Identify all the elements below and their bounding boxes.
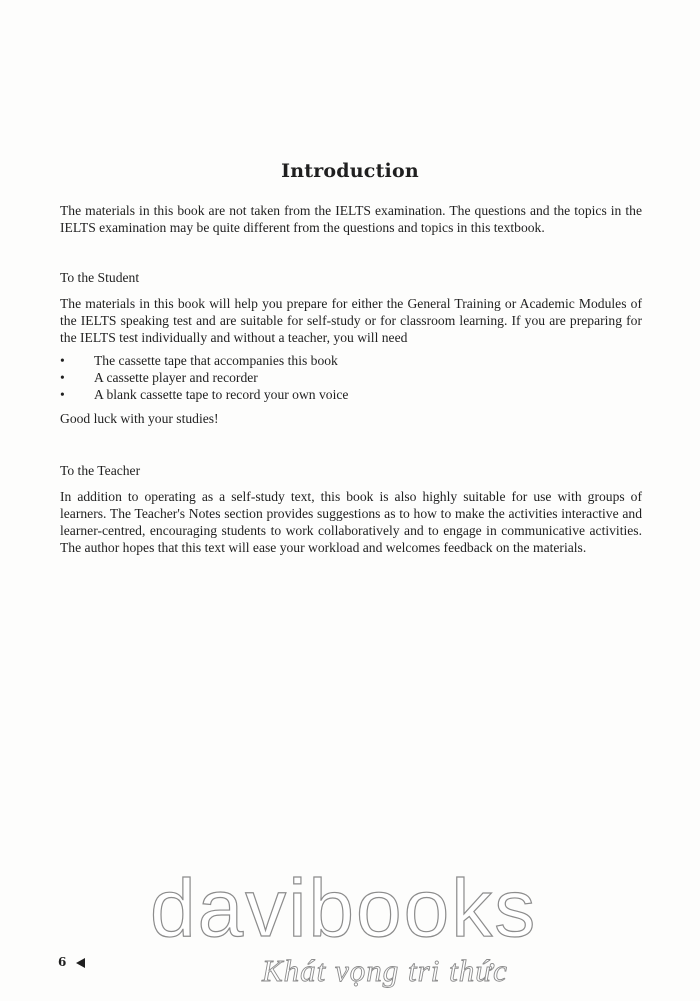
page-title: Introduction xyxy=(281,160,419,182)
list-item-text: A cassette player and recorder xyxy=(94,370,258,385)
bullet-icon: • xyxy=(60,370,65,385)
list-item xyxy=(60,352,620,369)
watermark-name: davibooks xyxy=(150,863,538,954)
watermark-slogan: Khát vọng tri thức xyxy=(262,953,508,988)
left-triangle-icon xyxy=(76,958,85,968)
list-item-text: The cassette tape that accompanies this book xyxy=(94,353,338,368)
student-heading: To the Student xyxy=(60,270,140,285)
requirements-list xyxy=(60,352,620,403)
bullet-icon: • xyxy=(60,353,65,368)
teacher-paragraph: In addition to operating as a self-study text, this book is also highly suitable for use with groups of learners. The Teacher's Notes section provides suggestions as to how to make the activities interactive and learner-centred, encouraging students to work collaboratively and to engage in communicative activities. The author hopes that this text will ease your workload and welcomes feedback on the materials. xyxy=(60,489,642,555)
student-paragraph: The materials in this book will help you prepare for either the General Training or Academic Modules of the IELTS speaking test and are suitable for self-study or for classroom learning. If you are preparing for the IELTS test individually and without a teacher, you will need xyxy=(60,296,642,345)
student-closing: Good luck with your studies! xyxy=(60,411,219,426)
bullet-icon: • xyxy=(60,387,65,402)
list-item xyxy=(60,369,620,386)
page-number: 6 xyxy=(58,955,67,969)
list-item xyxy=(60,386,620,403)
list-item-text: A blank cassette tape to record your own voice xyxy=(94,387,349,402)
intro-paragraph: The materials in this book are not taken from the IELTS examination. The questions and the topics in the IELTS examination may be quite different from the questions and topics in this textbook. xyxy=(60,203,642,235)
teacher-heading: To the Teacher xyxy=(60,463,141,478)
